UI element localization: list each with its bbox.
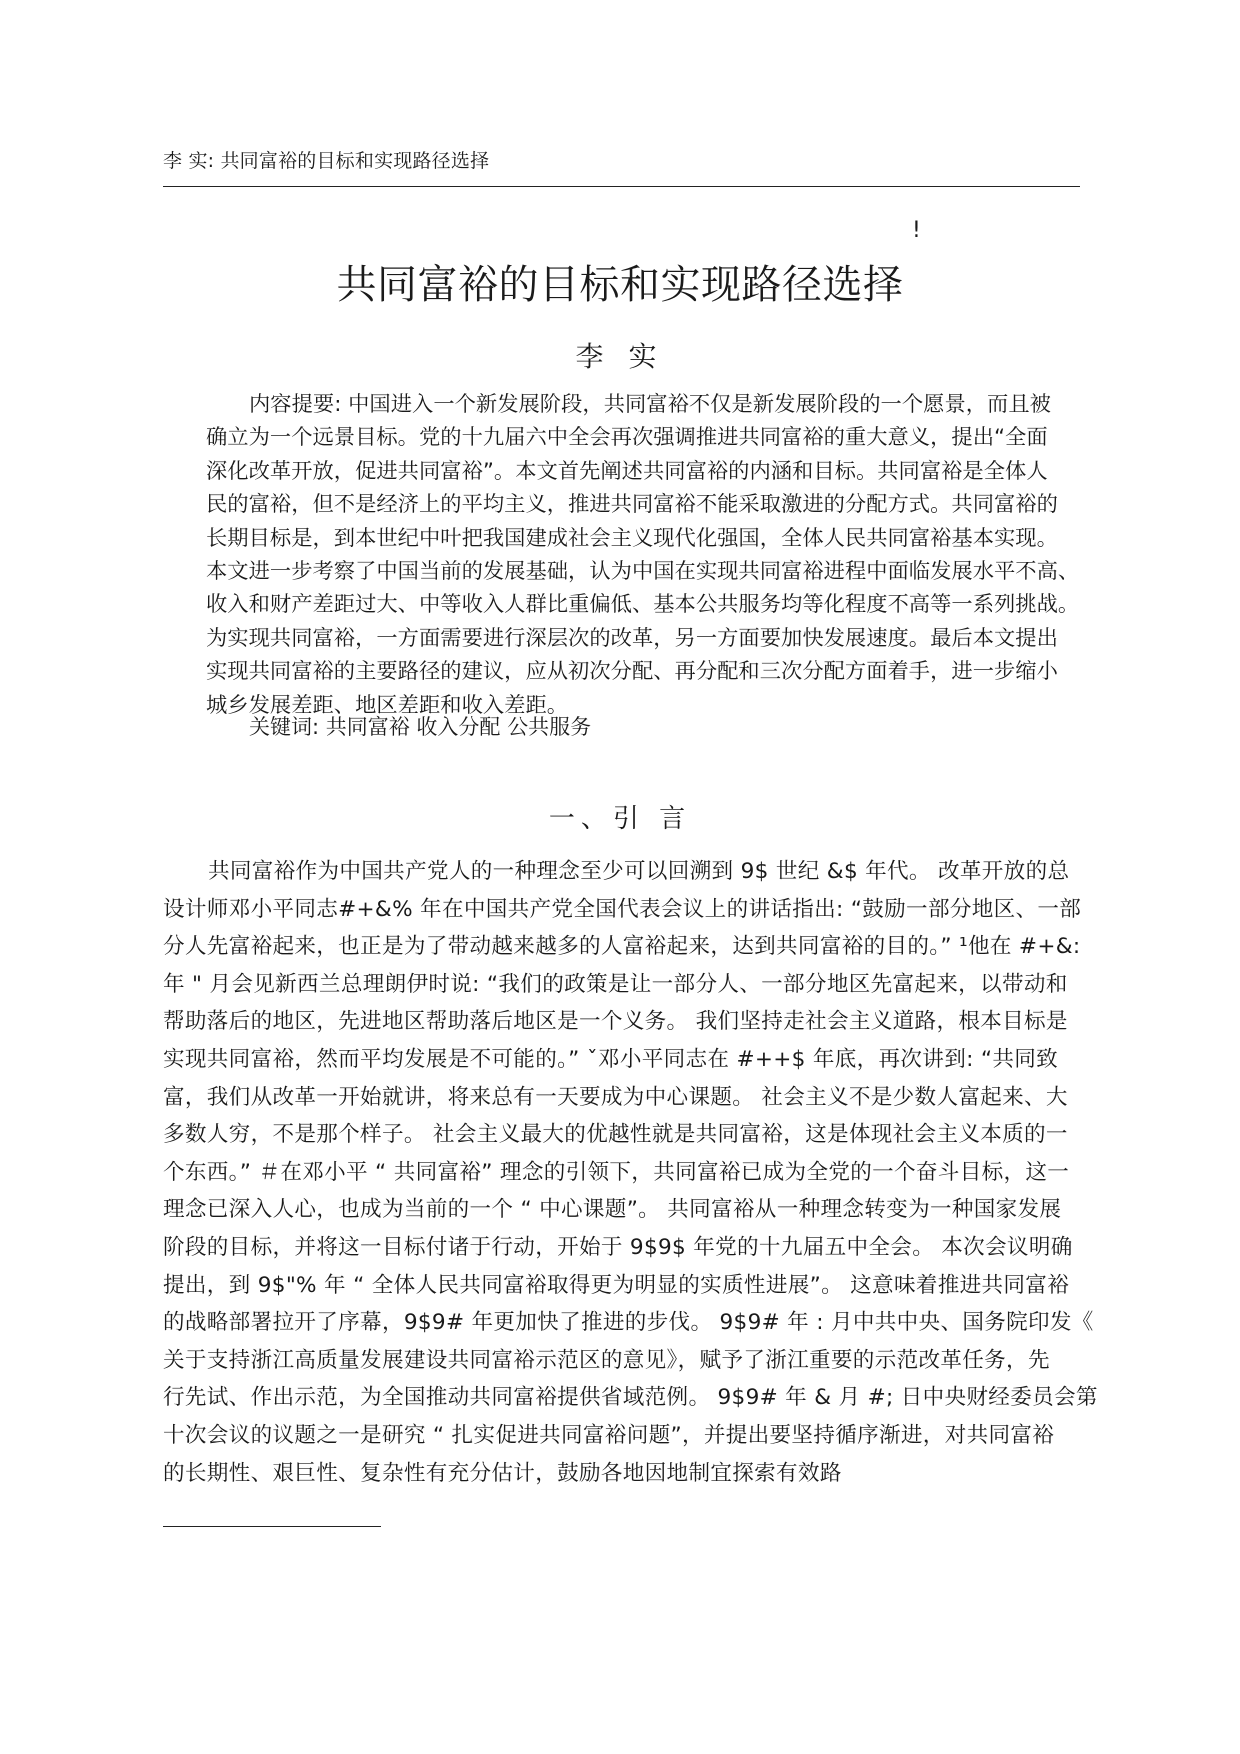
body-line: 年 " 月会见新西兰总理朗伊时说: “我们的政策是让一部分人、一部分地区先富起来，以带动和: [163, 971, 1068, 997]
abstract-line: 长期目标是，到本世纪中叶把我国建成社会主义现代化强国，全体人民共同富裕基本实现。: [206, 525, 1058, 551]
body-line: 个东西。” ＃在邓小平 “ 共同富裕” 理念的引领下，共同富裕已成为全党的一个奋斗目标，这一: [163, 1159, 1070, 1185]
abstract-line: 民的富裕，但不是经济上的平均主义，推进共同富裕不能采取激进的分配方式。共同富裕的: [206, 492, 1058, 518]
body-line: 理念已深入人心，也成为当前的一个 “ 中心课题”。 共同富裕从一种理念转变为一种国家发展: [163, 1197, 1062, 1223]
body-line: 阶段的目标，并将这一目标付诸于行动，开始于 9$9$ 年党的十九届五中全会。 本次会议明确: [163, 1234, 1073, 1260]
body-line: 多数人穷，不是那个样子。 社会主义最大的优越性就是共同富裕，这是体现社会主义本质的一: [163, 1122, 1068, 1148]
section-heading: 一、引 言: [548, 804, 692, 834]
abstract-line: 确立为一个远景目标。党的十九届六中全会再次强调推进共同富裕的重大意义，提出“全面: [206, 425, 1048, 451]
body-line: 的长期性、艰巨性、复杂性有充分估计，鼓励各地因地制宜探索有效路: [163, 1460, 842, 1486]
abstract-line: 实现共同富裕的主要路径的建议，应从初次分配、再分配和三次分配方面着手，进一步缩小: [206, 659, 1058, 685]
body-line: 实现共同富裕，然而平均发展是不可能的。” ˇ邓小平同志在 #++$ 年底，再次讲到: “共同致: [163, 1046, 1059, 1072]
body-line: 共同富裕作为中国共产党人的一种理念至少可以回溯到 9$ 世纪 &$ 年代。 改革开放的总: [208, 859, 1070, 884]
running-head: 李 实: 共同富裕的目标和实现路径选择: [163, 150, 490, 172]
header-rule: [163, 186, 1080, 187]
body-line: 十次会议的议题之一是研究 “ 扎实促进共同富裕问题”，并提出要坚持循序渐进，对共同富裕: [163, 1422, 1055, 1448]
abstract-line: 为实现共同富裕，一方面需要进行深层次的改革，另一方面要加快发展速度。最后本文提出: [206, 625, 1058, 651]
title-footnote-mark: !: [912, 218, 921, 243]
abstract: [206, 388, 1088, 722]
body-line: 关于支持浙江高质量发展建设共同富裕示范区的意见》，赋予了浙江重要的示范改革任务，先: [163, 1347, 1050, 1373]
abstract-line: 内容提要: 中国进入一个新发展阶段，共同富裕不仅是新发展阶段的一个愿景，而且被: [249, 392, 1051, 417]
article-title: 共同富裕的目标和实现路径选择: [336, 262, 904, 308]
body-line: 的战略部署拉开了序幕，9$9# 年更加快了推进的步伐。 9$9# 年 : 月中共中央、国务院印发《: [163, 1310, 1094, 1336]
body-line: 行先试、作出示范，为全国推动共同富裕提供省域范例。 9$9# 年 & 月 #; 日中央财经委员会第: [163, 1385, 1098, 1411]
keywords: 关键词: 共同富裕 收入分配 公共服务: [249, 715, 592, 739]
body-line: 设计师邓小平同志#+&% 年在中国共产党全国代表会议上的讲话指出: “鼓励一部分地区、一部: [163, 896, 1082, 922]
body-line: 提出，到 9$"% 年 “ 全体人民共同富裕取得更为明显的实质性进展”。 这意味着推进共同富裕: [163, 1272, 1070, 1298]
abstract-line: 城乡发展差距、地区差距和收入差距。: [206, 692, 569, 718]
abstract-line: 本文进一步考察了中国当前的发展基础，认为中国在实现共同富裕进程中面临发展水平不高、: [206, 558, 1080, 584]
body-line: 富，我们从改革一开始就讲，将来总有一天要成为中心课题。 社会主义不是少数人富起来、大: [163, 1084, 1068, 1110]
abstract-line: 深化改革开放，促进共同富裕”。本文首先阐述共同富裕的内涵和目标。共同富裕是全体人: [206, 458, 1048, 484]
abstract-line: 收入和财产差距过大、中等收入人群比重偏低、基本公共服务均等化程度不高等一系列挑战。: [206, 592, 1080, 618]
body-text: [163, 853, 1098, 1492]
article-author: 李 实: [575, 340, 665, 373]
body-line: 分人先富裕起来，也正是为了带动越来越多的人富裕起来，达到共同富裕的目的。” ¹他在 #+&:: [163, 934, 1081, 960]
body-line: 帮助落后的地区，先进地区帮助落后地区是一个义务。 我们坚持走社会主义道路，根本目标是: [163, 1009, 1068, 1035]
footnote-rule: [163, 1526, 381, 1527]
